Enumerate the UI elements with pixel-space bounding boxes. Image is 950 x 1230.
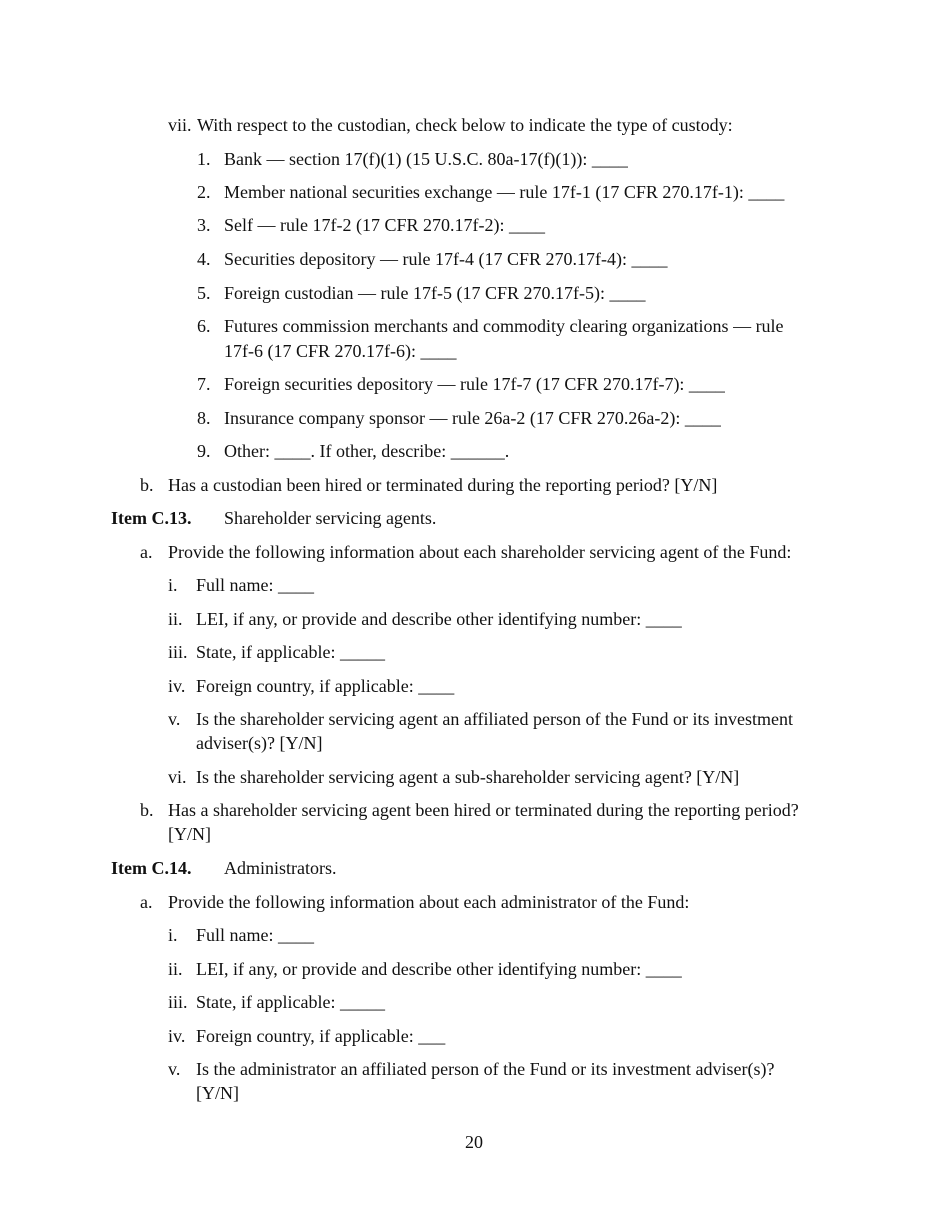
- custody-type-marker: 2.: [197, 182, 211, 202]
- custody-type-text-cont: 17f-6 (17 CFR 270.17f-6): ____: [224, 341, 457, 361]
- c13-sub-marker: iv.: [168, 676, 186, 696]
- c14-sub-text: Foreign country, if applicable: ___: [196, 1026, 446, 1046]
- custody-intro-text: With respect to the custodian, check below to indicate the type of custody:: [197, 115, 733, 135]
- c14-sub-text: Full name: ____: [196, 925, 314, 945]
- c14-sub-marker: iv.: [168, 1026, 186, 1046]
- c13-b-text: Has a shareholder servicing agent been hired or terminated during the reporting period?: [168, 800, 799, 820]
- c14-a-text: Provide the following information about each administrator of the Fund:: [168, 892, 690, 912]
- custody-type-text: Member national securities exchange — rule 17f-1 (17 CFR 270.17f-1): ____: [224, 182, 785, 202]
- c13-sub-text: Full name: ____: [196, 575, 314, 595]
- c14-sub-marker: i.: [168, 925, 178, 945]
- custody-type-text: Insurance company sponsor — rule 26a-2 (17 CFR 270.26a-2): ____: [224, 408, 721, 428]
- c13-sub-marker: v.: [168, 709, 181, 729]
- c14-sub-text: State, if applicable: _____: [196, 992, 385, 1012]
- c13-a-text: Provide the following information about each shareholder servicing agent of the Fund:: [168, 542, 792, 562]
- c14-sub-text: Is the administrator an affiliated person of the Fund or its investment adviser(s)?: [196, 1059, 775, 1079]
- c14-sub-marker: iii.: [168, 992, 188, 1012]
- c13-sub-marker: i.: [168, 575, 178, 595]
- custody-type-marker: 4.: [197, 249, 211, 269]
- custody-b-text: Has a custodian been hired or terminated during the reporting period? [Y/N]: [168, 475, 718, 495]
- c14-sub-marker: v.: [168, 1059, 181, 1079]
- c13-b-marker: b.: [140, 800, 154, 820]
- custody-type-marker: 8.: [197, 408, 211, 428]
- custody-type-text: Foreign custodian — rule 17f-5 (17 CFR 270.17f-5): ____: [224, 283, 646, 303]
- custody-type-text: Other: ____. If other, describe: ______.: [224, 441, 510, 461]
- custody-type-text: Bank — section 17(f)(1) (15 U.S.C. 80a-17(f)(1)): ____: [224, 149, 628, 169]
- page-number: 20: [465, 1132, 483, 1152]
- custody-type-marker: 3.: [197, 215, 211, 235]
- item-c13-label: Item C.13.: [111, 508, 192, 528]
- item-c14-title: Administrators.: [224, 858, 337, 878]
- c14-sub-text-cont: [Y/N]: [196, 1083, 239, 1103]
- c13-b-text-cont: [Y/N]: [168, 824, 211, 844]
- item-c14-label: Item C.14.: [111, 858, 192, 878]
- item-c13-title: Shareholder servicing agents.: [224, 508, 437, 528]
- c13-sub-marker: iii.: [168, 642, 188, 662]
- custody-b-marker: b.: [140, 475, 154, 495]
- custody-intro-marker: vii.: [168, 115, 192, 135]
- c13-sub-text: LEI, if any, or provide and describe other identifying number: ____: [196, 609, 682, 629]
- c13-sub-text: Is the shareholder servicing agent an affiliated person of the Fund or its investment: [196, 709, 794, 729]
- c14-a-marker: a.: [140, 892, 153, 912]
- c14-sub-text: LEI, if any, or provide and describe other identifying number: ____: [196, 959, 682, 979]
- custody-type-text: Self — rule 17f-2 (17 CFR 270.17f-2): ____: [224, 215, 545, 235]
- c13-sub-marker: ii.: [168, 609, 183, 629]
- custody-type-text: Futures commission merchants and commodity clearing organizations — rule: [224, 316, 784, 336]
- custody-type-marker: 6.: [197, 316, 211, 336]
- custody-type-marker: 7.: [197, 374, 211, 394]
- c14-sub-marker: ii.: [168, 959, 183, 979]
- c13-a-marker: a.: [140, 542, 153, 562]
- c13-sub-marker: vi.: [168, 767, 187, 787]
- custody-type-marker: 9.: [197, 441, 211, 461]
- custody-type-marker: 5.: [197, 283, 211, 303]
- c13-sub-text-cont: adviser(s)? [Y/N]: [196, 733, 323, 753]
- custody-type-text: Securities depository — rule 17f-4 (17 CFR 270.17f-4): ____: [224, 249, 668, 269]
- custody-type-text: Foreign securities depository — rule 17f-7 (17 CFR 270.17f-7): ____: [224, 374, 725, 394]
- custody-type-marker: 1.: [197, 149, 211, 169]
- c13-sub-text: State, if applicable: _____: [196, 642, 385, 662]
- c13-sub-text: Foreign country, if applicable: ____: [196, 676, 455, 696]
- c13-sub-text: Is the shareholder servicing agent a sub-shareholder servicing agent? [Y/N]: [196, 767, 740, 787]
